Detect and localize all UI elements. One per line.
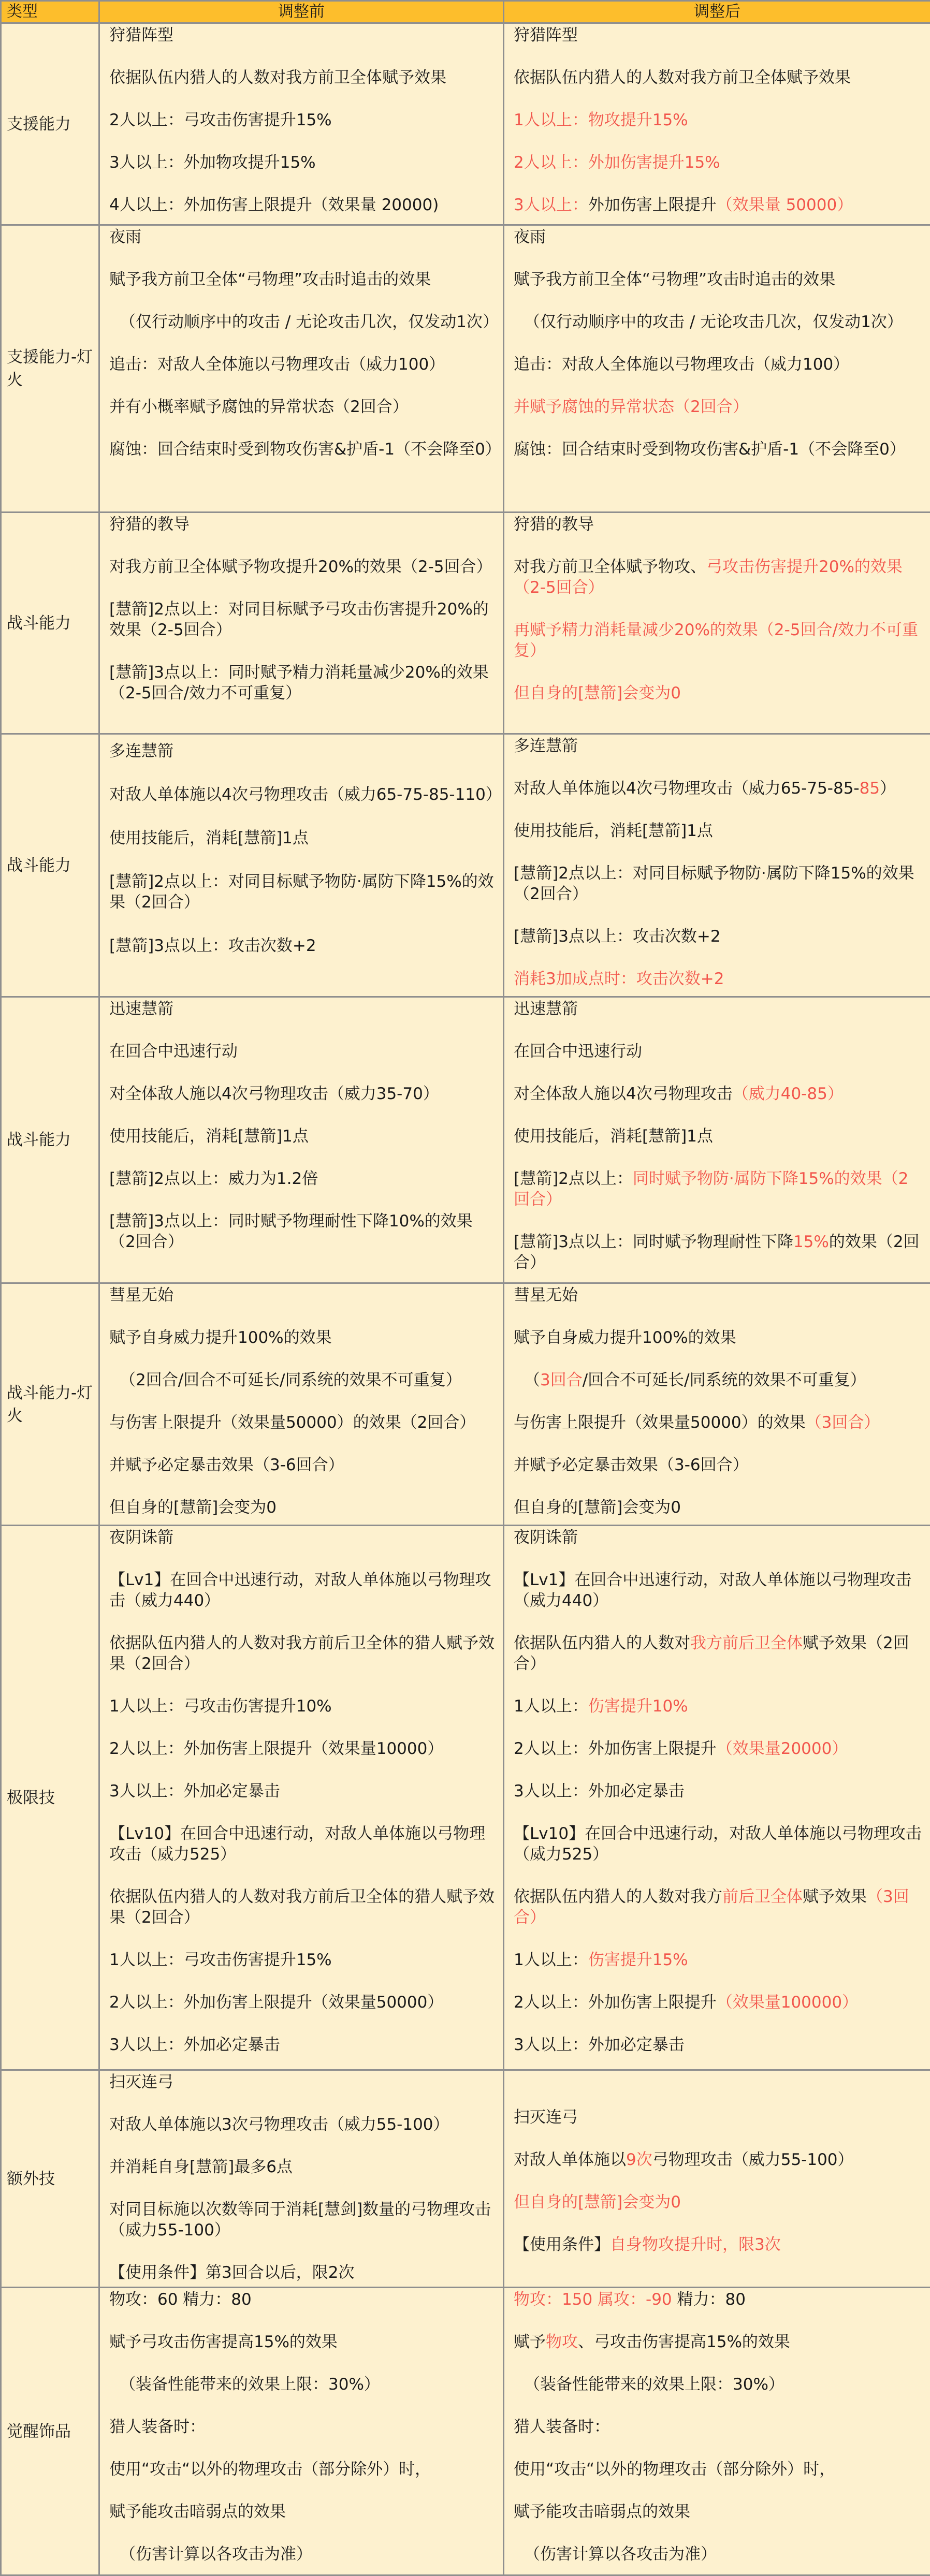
effect-line: [慧箭]3点以上：同时赋予物理耐性下降10%的效果（2回合）	[109, 1212, 473, 1251]
effect-text: 与伤害上限提升（效果量50000）的效果	[514, 1413, 806, 1432]
effect-text: 1人以上：	[514, 1697, 588, 1716]
row-type: 战斗能力-灯火	[1, 1283, 99, 1526]
header-before: 调整前	[99, 1, 504, 23]
before-cell	[99, 734, 504, 997]
effect-line: 2人以上：弓攻击伤害提升15%	[109, 111, 332, 129]
effect-text: 精力：80	[672, 2290, 746, 2309]
changed-line: 再赋予精力消耗量减少20%的效果（2-5回合/效力不可重复）	[514, 621, 918, 660]
effect-line	[514, 1370, 923, 1391]
before-cell	[99, 513, 504, 734]
effect-text: ）	[880, 779, 896, 798]
effect-line: 2人以上：外加伤害上限提升（效果量50000）	[109, 1993, 444, 2012]
header-row	[1, 1, 930, 23]
table-row	[1, 997, 930, 1283]
effect-line	[514, 1886, 923, 1928]
effect-line: 在回合中迅速行动	[109, 1042, 238, 1061]
changed-text: 物攻	[546, 2333, 578, 2351]
effect-line	[514, 2234, 923, 2255]
after-cell	[504, 1283, 930, 1526]
effect-line: 3人以上：外加必定暴击	[514, 1782, 685, 1801]
changed-text: 3人以上：	[514, 196, 588, 214]
effect-text: 对全体敌人施以4次弓物理攻击	[514, 1085, 733, 1103]
changed-line: 2人以上：外加伤害提升15%	[514, 153, 720, 172]
effect-line: 使用“攻击“以外的物理攻击（部分除外）时，	[109, 2460, 431, 2479]
table-row	[1, 513, 930, 734]
effect-line: 并赋予必定暴击效果（3-6回合）	[109, 1456, 344, 1474]
effect-line: 在回合中迅速行动	[514, 1042, 642, 1061]
skill-name: 狩猎的教导	[109, 515, 190, 534]
before-cell	[99, 1526, 504, 2070]
effect-line: 猎人装备时：	[514, 2418, 610, 2436]
effect-line: [慧箭]2点以上：对同目标赋予物防·属防下降15%的效果（2回合）	[514, 864, 914, 903]
skill-name: 狩猎的教导	[514, 515, 594, 534]
effect-line	[514, 557, 923, 598]
after-cell	[504, 23, 930, 225]
before-cell	[99, 225, 504, 513]
effect-line: 追击：对敌人全体施以弓物理攻击（威力100）	[514, 355, 850, 374]
effect-text: [慧箭]2点以上：	[514, 1169, 633, 1188]
effect-text: 外加伤害上限提升	[588, 196, 717, 214]
effect-text: 2人以上：外加伤害上限提升	[514, 1993, 717, 2012]
effect-line: 并消耗自身[慧箭]最多6点	[109, 2158, 293, 2176]
table-row	[1, 225, 930, 513]
effect-line: 依据队伍内猎人的人数对我方前卫全体赋予效果	[514, 68, 851, 87]
effect-line: 1人以上：弓攻击伤害提升15%	[109, 1951, 332, 1969]
effect-line: [慧箭]3点以上：同时赋予精力消耗量减少20%的效果（2-5回合/效力不可重复）	[109, 663, 489, 702]
effect-line: 并有小概率赋予腐蚀的异常状态（2回合）	[109, 398, 409, 416]
effect-line: 对敌人单体施以4次弓物理攻击（威力65-75-85-110）	[109, 785, 502, 804]
row-type: 极限技	[1, 1526, 99, 2070]
skill-name: 狩猎阵型	[514, 26, 578, 45]
changed-text: （效果量100000）	[716, 1993, 859, 2012]
row-type: 战斗能力	[1, 734, 99, 997]
effect-text: 弓物理攻击（威力55-100）	[652, 2150, 854, 2169]
effect-line: 与伤害上限提升（效果量50000）的效果（2回合）	[109, 1413, 476, 1432]
skill-name: 彗星无始	[514, 1286, 578, 1305]
row-type: 战斗能力	[1, 997, 99, 1283]
effect-text: 依据队伍内猎人的人数对	[514, 1634, 690, 1652]
effect-line: （2回合/回合不可延长/同系统的效果不可重复）	[120, 1371, 462, 1389]
effect-text: 1人以上：	[514, 1951, 588, 1969]
effect-line: （装备性能带来的效果上限：30%）	[120, 2375, 380, 2394]
effect-line: 赋予自身威力提升100%的效果	[109, 1328, 332, 1347]
effect-line: 对全体敌人施以4次弓物理攻击（威力35-70）	[109, 1085, 439, 1103]
effect-line: 3人以上：外加必定暴击	[109, 2036, 280, 2054]
changed-text: （效果量 50000）	[716, 196, 853, 214]
skill-name: 扫灭连弓	[514, 2108, 578, 2127]
effect-line: 使用技能后，消耗[慧箭]1点	[109, 829, 309, 847]
effect-line: 赋予我方前卫全体“弓物理”攻击时追击的效果	[514, 270, 836, 289]
effect-line: 3人以上：外加必定暴击	[109, 1782, 280, 1801]
effect-text: 赋予效果（2回合）	[514, 1634, 909, 1673]
skill-name: 扫灭连弓	[109, 2073, 173, 2091]
effect-line: （伤害计算以各攻击为准）	[120, 2545, 312, 2564]
changed-text: 9次	[626, 2150, 652, 2169]
effect-line: 使用“攻击“以外的物理攻击（部分除外）时，	[514, 2460, 836, 2479]
effect-line: 依据队伍内猎人的人数对我方前卫全体赋予效果	[109, 68, 446, 87]
changed-text: 15%	[793, 1233, 829, 1251]
changed-text: 我方前后卫全体	[690, 1634, 803, 1652]
skill-name: 狩猎阵型	[109, 26, 173, 45]
effect-line	[514, 195, 923, 215]
changed-text: （3回合）	[805, 1413, 880, 1432]
effect-text: 、弓攻击伤害提高15%的效果	[578, 2333, 790, 2351]
changed-text: 85	[859, 779, 880, 798]
effect-line: 1人以上：弓攻击伤害提升10%	[109, 1697, 332, 1716]
changed-text: 伤害提升15%	[588, 1951, 688, 1969]
stats-line	[514, 2289, 923, 2310]
effect-line: [慧箭]3点以上：攻击次数+2	[514, 927, 721, 946]
table-row	[1, 1283, 930, 1526]
after-cell	[504, 225, 930, 513]
effect-line: （仅行动顺序中的攻击 / 无论攻击几次，仅发动1次）	[120, 313, 499, 331]
effect-line: 依据队伍内猎人的人数对我方前后卫全体的猎人赋予效果（2回合）	[109, 1634, 495, 1673]
row-type: 支援能力-灯火	[1, 225, 99, 513]
effect-line: 但自身的[慧箭]会变为0	[109, 1498, 277, 1517]
table-row	[1, 2070, 930, 2288]
row-type: 觉醒饰品	[1, 2288, 99, 2575]
after-cell	[504, 513, 930, 734]
changed-text: （威力40-85）	[732, 1085, 844, 1103]
effect-text: 2人以上：外加伤害上限提升	[514, 1739, 717, 1758]
effect-line: 【Lv1】在回合中迅速行动，对敌人单体施以弓物理攻击（威力440）	[514, 1571, 912, 1610]
changed-text: 伤害提升10%	[588, 1697, 688, 1716]
effect-line: 对敌人单体施以3次弓物理攻击（威力55-100）	[109, 2115, 449, 2134]
effect-line: 4人以上：外加伤害上限提升（效果量 20000)	[109, 196, 439, 214]
effect-line	[514, 2332, 923, 2352]
effect-text: 对我方前卫全体赋予物攻、	[514, 558, 706, 576]
effect-line: 【Lv10】在回合中迅速行动，对敌人单体施以弓物理攻击（威力525）	[109, 1824, 486, 1864]
effect-line: [慧箭]2点以上：对同目标赋予弓攻击伤害提升20%的效果（2-5回合）	[109, 600, 489, 639]
effect-line	[514, 1696, 923, 1717]
stats-line: 物攻：60 精力：80	[109, 2290, 252, 2309]
skill-name: 夜阴诛箭	[514, 1528, 578, 1547]
effect-text: （	[524, 1371, 540, 1389]
changed-text: 3回合	[540, 1371, 583, 1389]
effect-line: 腐蚀：回合结束时受到物攻伤害&护盾-1（不会降至0）	[109, 440, 501, 459]
effect-text: 依据队伍内猎人的人数对我方	[514, 1887, 722, 1906]
changed-line: 并赋予腐蚀的异常状态（2回合）	[514, 398, 749, 416]
effect-text: 的效果（2回合）	[514, 1233, 920, 1272]
table-row	[1, 734, 930, 997]
skill-name: 迅速慧箭	[514, 1000, 578, 1018]
before-cell	[99, 997, 504, 1283]
effect-line: （伤害计算以各攻击为准）	[524, 2545, 717, 2564]
effect-text: 对敌人单体施以4次弓物理攻击（威力65-75-85-	[514, 779, 860, 798]
changed-line: 1人以上：物攻提升15%	[514, 111, 688, 129]
effect-line	[514, 1633, 923, 1674]
changed-line: 但自身的[慧箭]会变为0	[514, 2193, 681, 2212]
effect-line: （装备性能带来的效果上限：30%）	[524, 2375, 784, 2394]
changed-text: （3回合）	[514, 1887, 909, 1927]
effect-line: 猎人装备时：	[109, 2418, 206, 2436]
effect-line: 使用技能后，消耗[慧箭]1点	[514, 822, 713, 840]
skill-name: 夜阴诛箭	[109, 1528, 173, 1547]
effect-line	[514, 1738, 923, 1759]
changed-text: 物攻：150 属攻：-90	[514, 2290, 672, 2309]
skill-name: 多连慧箭	[109, 742, 173, 760]
effect-line: 并赋予必定暴击效果（3-6回合）	[514, 1456, 749, 1474]
changed-text: 同时赋予物防·属防下降15%的效果（2回合）	[514, 1169, 909, 1209]
effect-line	[514, 778, 923, 799]
skill-name: 迅速慧箭	[109, 1000, 173, 1018]
before-cell	[99, 23, 504, 225]
after-cell	[504, 2288, 930, 2575]
changed-text: （效果量20000）	[716, 1739, 848, 1758]
effect-line: 3人以上：外加必定暴击	[514, 2036, 685, 2054]
after-cell	[504, 2070, 930, 2288]
effect-line: [慧箭]2点以上：对同目标赋予物防·属防下降15%的效果（2回合）	[109, 872, 494, 912]
changed-text: 弓攻击伤害提升20%的效果（2-5回合）	[514, 558, 903, 597]
effect-line	[514, 1084, 923, 1104]
header-after: 调整后	[504, 1, 930, 23]
effect-text: [慧箭]3点以上：同时赋予物理耐性下降	[514, 1233, 793, 1251]
header-type: 类型	[1, 1, 99, 23]
effect-line: 对我方前卫全体赋予物攻提升20%的效果（2-5回合）	[109, 558, 492, 576]
effect-line	[514, 2149, 923, 2170]
after-cell	[504, 1526, 930, 2070]
skill-name: 夜雨	[514, 228, 546, 246]
table-row	[1, 1526, 930, 2070]
row-type: 额外技	[1, 2070, 99, 2288]
table-row	[1, 2288, 930, 2575]
effect-line: 追击：对敌人全体施以弓物理攻击（威力100）	[109, 355, 445, 374]
effect-line: 赋予能攻击暗弱点的效果	[514, 2502, 690, 2521]
effect-text: 对敌人单体施以	[514, 2150, 626, 2169]
effect-line	[514, 1992, 923, 2013]
effect-text: /回合不可延长/同系统的效果不可重复）	[582, 1371, 866, 1389]
after-cell	[504, 997, 930, 1283]
effect-line	[514, 1412, 923, 1433]
effect-line: 赋予能攻击暗弱点的效果	[109, 2502, 286, 2521]
effect-line: 依据队伍内猎人的人数对我方前后卫全体的猎人赋予效果（2回合）	[109, 1887, 495, 1927]
table-row	[1, 23, 930, 225]
effect-line	[514, 1950, 923, 1970]
before-cell	[99, 1283, 504, 1526]
effect-line: 对同目标施以次数等同于消耗[慧剑]数量的弓物理攻击（威力55-100）	[109, 2200, 491, 2240]
before-cell	[99, 2288, 504, 2575]
effect-line: 【使用条件】第3回合以后，限2次	[109, 2263, 355, 2282]
effect-line: 使用技能后，消耗[慧箭]1点	[514, 1127, 713, 1146]
effect-line	[514, 1232, 923, 1273]
effect-text: 【使用条件】	[514, 2235, 610, 2254]
effect-line: 3人以上：外加物攻提升15%	[109, 153, 316, 172]
changed-text: 前后卫全体	[722, 1887, 803, 1906]
after-cell	[504, 734, 930, 997]
effect-line: 使用技能后，消耗[慧箭]1点	[109, 1127, 309, 1146]
changed-line: 消耗3加成点时：攻击次数+2	[514, 970, 724, 988]
effect-line	[514, 1168, 923, 1210]
row-type: 支援能力	[1, 23, 99, 225]
effect-line: [慧箭]2点以上：威力为1.2倍	[109, 1169, 318, 1188]
skill-name: 彗星无始	[109, 1286, 173, 1305]
effect-text: 赋予	[514, 2333, 546, 2351]
effect-line: 赋予弓攻击伤害提高15%的效果	[109, 2333, 338, 2351]
effect-line: [慧箭]3点以上：攻击次数+2	[109, 936, 316, 955]
effect-line: （仅行动顺序中的攻击 / 无论攻击几次，仅发动1次）	[524, 313, 903, 331]
effect-line: 2人以上：外加伤害上限提升（效果量10000）	[109, 1739, 444, 1758]
effect-line: 【Lv1】在回合中迅速行动，对敌人单体施以弓物理攻击（威力440）	[109, 1571, 491, 1610]
skill-name: 夜雨	[109, 228, 141, 246]
skill-name: 多连慧箭	[514, 737, 578, 755]
effect-line: 赋予自身威力提升100%的效果	[514, 1328, 736, 1347]
effect-line: 但自身的[慧箭]会变为0	[514, 1498, 681, 1517]
effect-text: 赋予效果	[803, 1887, 867, 1906]
changed-line: 但自身的[慧箭]会变为0	[514, 684, 681, 702]
effect-line: 【Lv10】在回合中迅速行动，对敌人单体施以弓物理攻击（威力525）	[514, 1824, 922, 1864]
changed-text: 自身物攻提升时，限3次	[610, 2235, 781, 2254]
effect-line: 腐蚀：回合结束时受到物攻伤害&护盾-1（不会降至0）	[514, 440, 906, 459]
before-cell	[99, 2070, 504, 2288]
row-type: 战斗能力	[1, 513, 99, 734]
effect-line: 赋予我方前卫全体“弓物理”攻击时追击的效果	[109, 270, 431, 289]
